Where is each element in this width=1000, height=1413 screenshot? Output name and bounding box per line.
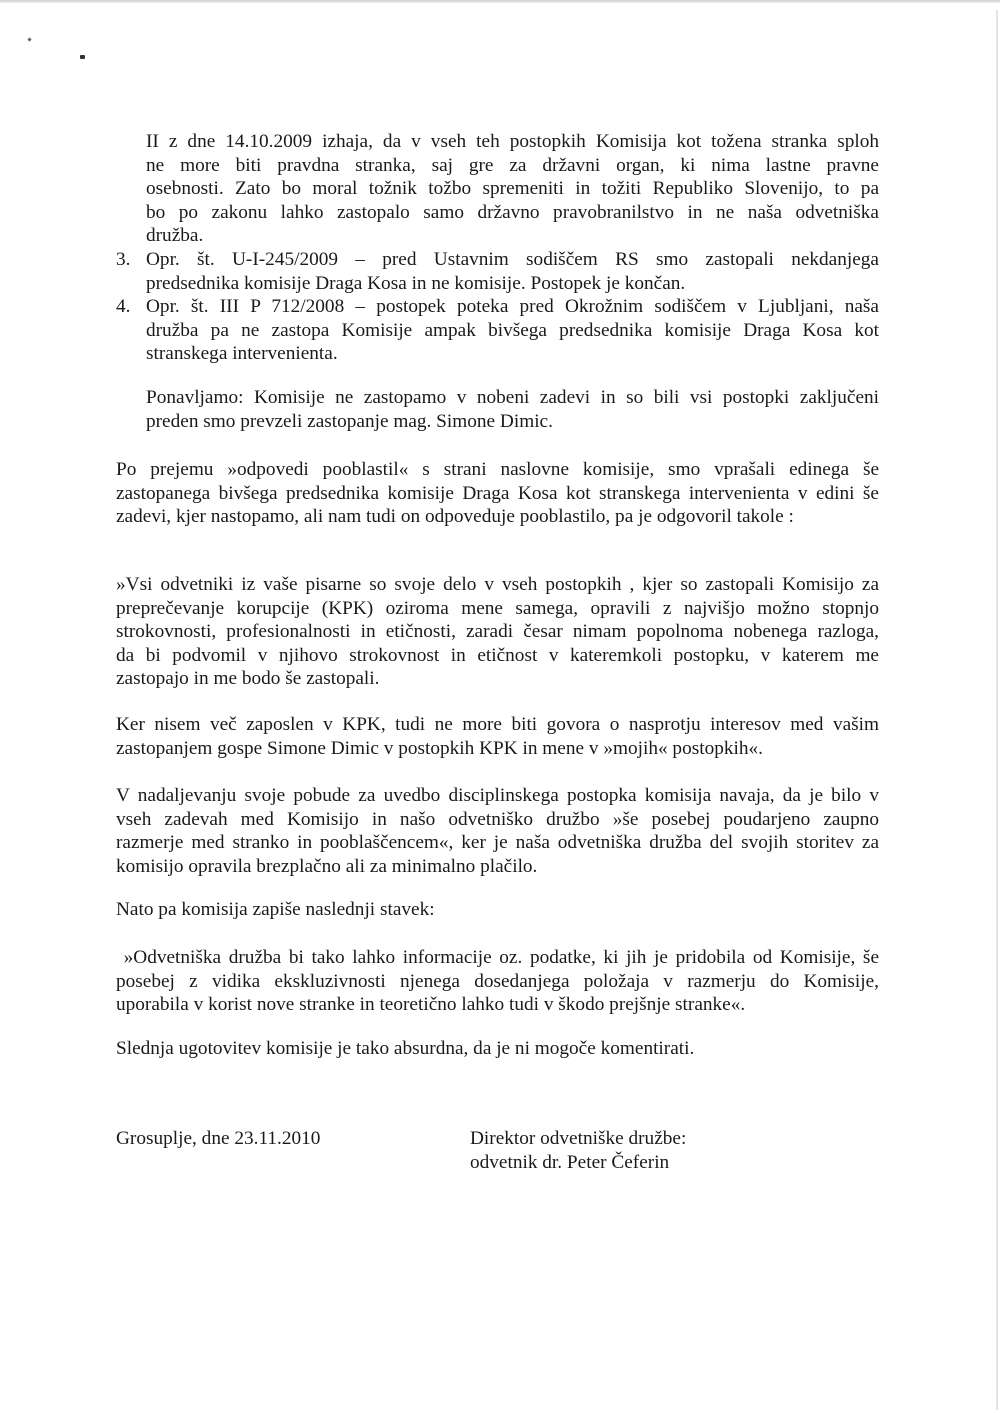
text-line: ne more biti pravdna stranka, saj gre za državni organ, ki nima lastne pravne (146, 154, 879, 176)
text-line: zastopanega bivšega predsednika komisije Draga Kosa kot stranskega intervenienta v edini še (116, 482, 879, 504)
text-line: posebej z vidika ekskluzivnosti njenega dosedanjega položaja v razmerju do Komisije, (116, 970, 879, 992)
text-line: Ponavljamo: Komisije ne zastopamo v nobeni zadevi in so bili vsi postopki zaključeni (146, 387, 879, 408)
text-line: zastopajo in me bodo še zastopali. (116, 668, 380, 689)
text-line: osebnosti. Zato bo moral tožnik tožbo spremeniti in tožiti Republiko Slovenijo, to pa (146, 178, 879, 199)
text-line: Opr. št. III P 712/2008 – postopek poteka pred Okrožnim sodiščem v Ljubljani, naša (146, 296, 879, 317)
place-and-date: Grosuplje, dne 23.11.2010 (116, 1128, 321, 1149)
paragraph-v-nadaljevanju (116, 784, 879, 878)
text-line: razmerje med stranko in pooblaščencem«, ker je naša odvetniška družba del svojih storitev za (116, 832, 879, 853)
text-line: zadevi, kjer nastopamo, ali nam tudi on odpoveduje pooblastilo, pa je odgovoril takole : (116, 506, 794, 527)
text-line: vseh zadevah med Komisijo in našo odvetniško družbo »še posebej poudarjeno zaupno (116, 808, 879, 830)
text-line: da bi podvomil v njihovo strokovnost in etičnost v kateremkoli postopku, v katerem me (116, 644, 879, 666)
text-line: II z dne 14.10.2009 izhaja, da v vseh teh postopkih Komisija kot tožena stranka sploh (146, 131, 879, 152)
text-line: strokovnosti, profesionalnosti in etičnosti, zaradi česar nimam popolnoma nobenega razloga, (116, 621, 879, 642)
paragraph-nato-pa (116, 898, 879, 922)
text-line: bo po zakonu lahko zastopalo samo državno pravobranilstvo in ne naša odvetniška (146, 201, 879, 223)
text-line: družba pa ne zastopa Komisije ampak bivšega predsednika komisije Draga Kosa kot (146, 319, 879, 341)
list-item-3 (146, 248, 879, 295)
paragraph-ker-nisem (116, 713, 879, 760)
text-line: »Odvetniška družba bi tako lahko informacije oz. podatke, ki jih je pridobila od Komisije, še (116, 947, 879, 968)
paragraph-po-prejemu (116, 458, 879, 529)
text-line: komisijo opravila brezplačno ali za minimalno plačilo. (116, 855, 538, 877)
text-line: Po prejemu »odpovedi pooblastil« s strani naslovne komisije, smo vprašali edinega še (116, 459, 879, 480)
list-item-4 (146, 295, 879, 366)
text-line: Nato pa komisija zapiše naslednji stavek: (116, 899, 435, 920)
signature-block (470, 1127, 686, 1174)
text-line: Opr. št. U-I-245/2009 – pred Ustavnim sodiščem RS smo zastopali nekdanjega (146, 249, 879, 270)
text-line: preprečevanje korupcije (KPK) oziroma mene samega, opravili z najvišjo možno stopnjo (116, 597, 879, 619)
signatory-title: Direktor odvetniške družbe: (470, 1128, 687, 1149)
text-line: preden smo prevzeli zastopanje mag. Simone Dimic. (146, 410, 553, 432)
list-number: 4. (116, 296, 131, 317)
text-line: Ker nisem več zaposlen v KPK, tudi ne more biti govora o nasprotju interesov med vašim (116, 714, 879, 735)
text-line: predsednika komisije Draga Kosa in ne komisije. Postopek je končan. (146, 272, 686, 294)
text-line: družba. (146, 225, 204, 246)
paragraph-slednja (116, 1037, 879, 1061)
text-line: V nadaljevanju svoje pobude za uvedbo disciplinskega postopka komisija navaja, da je bilo v (116, 785, 879, 806)
text-line: »Vsi odvetniki iz vaše pisarne so svoje delo v vseh postopkih , kjer so zastopali Komisijo za (116, 574, 879, 595)
signatory-name: odvetnik dr. Peter Čeferin (470, 1151, 670, 1173)
text-line: stranskega intervenienta. (146, 343, 338, 364)
text-line: uporabila v korist nove stranke in teoretično lahko tudi v škodo prejšnje stranke«. (116, 994, 746, 1015)
text-line: Slednja ugotovitev komisije je tako absurdna, da je ni mogoče komentirati. (116, 1038, 695, 1059)
quote-komisija-statement (116, 946, 879, 1017)
quote-kos-reply (116, 573, 879, 691)
paragraph-ponavljamo (146, 386, 879, 433)
text-line: zastopanjem gospe Simone Dimic v postopkih KPK in mene v »mojih« postopkih«. (116, 737, 763, 759)
list-item-2-continuation (146, 130, 879, 248)
list-number: 3. (116, 249, 131, 270)
